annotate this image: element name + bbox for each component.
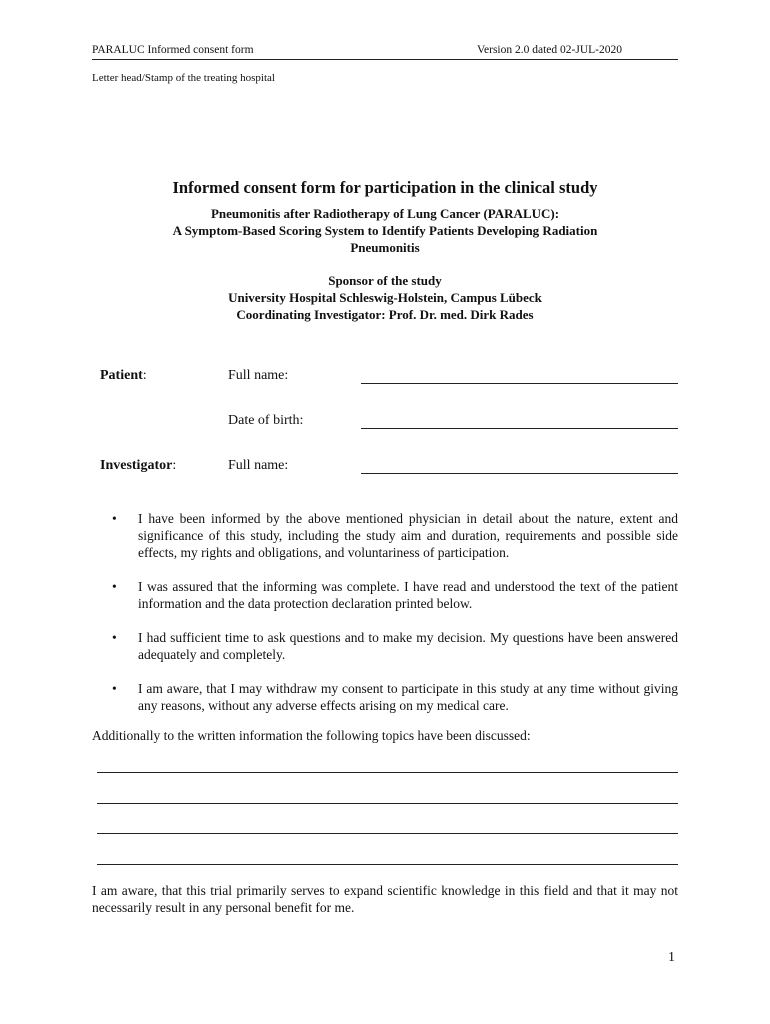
coordinating-investigator: Coordinating Investigator: Prof. Dr. med. Dirk Rades (236, 307, 534, 322)
document-title: Informed consent form for participation in the clinical study (172, 178, 598, 197)
study-title-line-2: A Symptom-Based Scoring System to Identify Patients Developing Radiation (172, 223, 598, 238)
header-form-name: PARALUC Informed consent form (92, 44, 254, 56)
patient-dob-label: Date of birth: (228, 413, 304, 428)
patient-dob-line[interactable] (361, 428, 678, 429)
header-version: Version 2.0 dated 02-JUL-2020 (476, 44, 622, 56)
sponsor-institution: University Hospital Schleswig-Holstein, Campus Lübeck (228, 290, 542, 305)
study-title-block (92, 205, 678, 256)
bullet-icon: • (112, 579, 117, 594)
sponsor-block (92, 272, 678, 323)
investigator-label: Investigator: (100, 458, 177, 473)
study-title-line-3: Pneumonitis (350, 240, 420, 255)
topics-line-2[interactable] (97, 803, 678, 804)
study-title-line-1: Pneumonitis after Radiotherapy of Lung Cancer (PARALUC): (210, 206, 560, 221)
additional-topics-prompt: Additionally to the written information the following topics have been discussed: (92, 728, 531, 743)
patient-full-name-line[interactable] (361, 383, 678, 384)
page-header (92, 44, 678, 60)
letterhead-placeholder: Letter head/Stamp of the treating hospital (92, 72, 275, 84)
patient-full-name-label: Full name: (228, 368, 289, 383)
topics-line-1[interactable] (97, 772, 678, 773)
investigator-full-name-label: Full name: (228, 458, 289, 473)
sponsor-heading: Sponsor of the study (328, 273, 442, 288)
consent-statement: • I am aware, that I may withdraw my consent to participate in this study at any time without giving any reasons, without any adverse effects arising on my medical care. (112, 681, 678, 713)
closing-statement: I am aware, that this trial primarily serves to expand scientific knowledge in this field and that it may not necessarily result in any personal benefit for me. (92, 883, 678, 915)
page-number: 1 (668, 950, 675, 965)
consent-statement: • I had sufficient time to ask questions and to make my decision. My questions have been answered adequately and completely. (112, 630, 678, 662)
patient-label: Patient: (100, 368, 147, 383)
consent-statements (112, 510, 678, 731)
consent-statement: • I was assured that the informing was complete. I have read and understood the text of the patient information and the data protection declaration printed below. (112, 579, 678, 611)
investigator-full-name-line[interactable] (361, 473, 678, 474)
topics-line-3[interactable] (97, 833, 678, 834)
topics-line-4[interactable] (97, 864, 678, 865)
bullet-icon: • (112, 630, 117, 645)
bullet-icon: • (112, 511, 117, 526)
bullet-icon: • (112, 681, 117, 696)
consent-statement: • I have been informed by the above mentioned physician in detail about the nature, extent and significance of this study, including the study aim and duration, requirements and possible side effects, my rights and obligations, and voluntariness of participation. (112, 511, 678, 560)
